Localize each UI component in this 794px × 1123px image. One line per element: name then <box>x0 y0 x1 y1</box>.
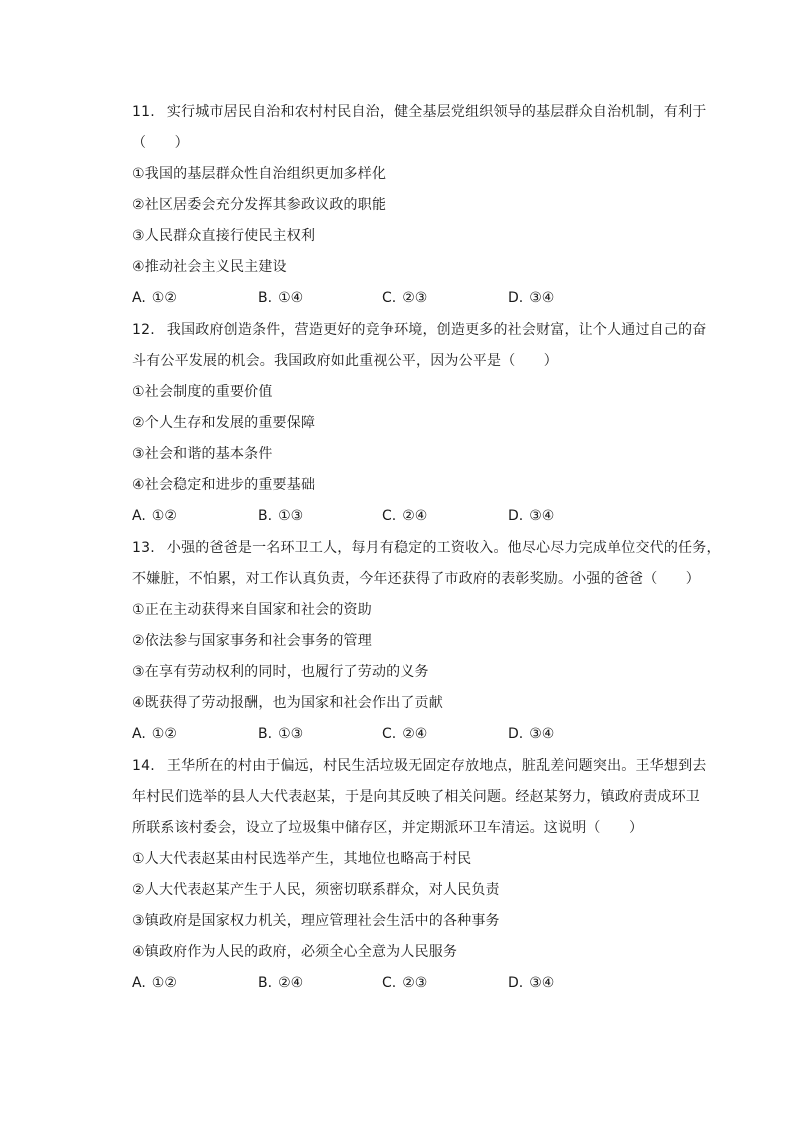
question-stem-text: 实行城市居民自治和农村村民自治，健全基层党组织领导的基层群众自治机制，有利于 <box>166 104 707 120</box>
statement-3: ③镇政府是国家权力机关，理应管理社会生活中的各种事务 <box>132 913 500 929</box>
question-stem-line: （ ） <box>132 135 189 151</box>
question-stem-text: 小强的爸爸是一名环卫工人，每月有稳定的工资收入。他尽心尽力完成单位交代的任务， <box>166 540 721 556</box>
statement-2: ②人大代表赵某产生于人民，须密切联系群众，对人民负责 <box>132 882 500 898</box>
question-stem-text: 我国政府创造条件，营造更好的竞争环境，创造更多的社会财富，让个人通过自己的奋 <box>166 322 707 338</box>
statement-4: ④既获得了劳动报酬，也为国家和社会作出了贡献 <box>132 695 443 711</box>
answer-options <box>132 283 696 314</box>
question-number: 13. <box>132 540 155 556</box>
option-b[interactable]: B. ①③ <box>258 726 304 742</box>
statement-4: ④社会稳定和进步的重要基础 <box>132 477 316 493</box>
question-number: 11. <box>132 104 155 120</box>
option-a[interactable]: A. ①② <box>132 726 177 742</box>
answer-options <box>132 719 696 750</box>
statement-2: ②依法参与国家事务和社会事务的管理 <box>132 633 372 649</box>
statement-2: ②社区居委会充分发挥其参政议政的职能 <box>132 197 387 213</box>
question-stem-line: 年村民们选举的县人大代表赵某，于是向其反映了相关问题。经赵某努力，镇政府责成环卫 <box>132 789 700 805</box>
statement-1: ①我国的基层群众性自治组织更加多样化 <box>132 166 387 182</box>
question-stem-line <box>132 751 707 782</box>
question-11 <box>132 97 707 314</box>
question-stem-line <box>132 97 707 128</box>
question-stem-line: 斗有公平发展的机会。我国政府如此重视公平，因为公平是（ ） <box>132 353 558 369</box>
option-c[interactable]: C. ②④ <box>382 508 428 524</box>
option-b[interactable]: B. ①③ <box>258 508 304 524</box>
option-d[interactable]: D. ③④ <box>508 726 555 742</box>
statement-4: ④推动社会主义民主建设 <box>132 259 287 275</box>
question-stem-line: 所联系该村委会，设立了垃圾集中储存区，并定期派环卫车清运。这说明（ ） <box>132 820 644 836</box>
statement-1: ①人大代表赵某由村民选举产生，其地位也略高于村民 <box>132 851 472 867</box>
question-12 <box>132 315 707 532</box>
question-stem-line <box>132 533 721 564</box>
statement-3: ③在享有劳动权利的同时，也履行了劳动的义务 <box>132 664 429 680</box>
option-d[interactable]: D. ③④ <box>508 975 555 991</box>
option-c[interactable]: C. ②④ <box>382 726 428 742</box>
question-14 <box>132 751 707 999</box>
option-c[interactable]: C. ②③ <box>382 290 428 306</box>
answer-options <box>132 501 696 532</box>
option-d[interactable]: D. ③④ <box>508 290 555 306</box>
option-b[interactable]: B. ②④ <box>258 975 304 991</box>
statement-3: ③社会和谐的基本条件 <box>132 446 273 462</box>
option-a[interactable]: A. ①② <box>132 975 177 991</box>
option-b[interactable]: B. ①④ <box>258 290 304 306</box>
question-13 <box>132 533 721 750</box>
option-a[interactable]: A. ①② <box>132 290 177 306</box>
question-stem-line: 不嫌脏，不怕累，对工作认真负责，今年还获得了市政府的表彰奖励。小强的爸爸（ ） <box>132 571 700 587</box>
option-c[interactable]: C. ②③ <box>382 975 428 991</box>
question-number: 14. <box>132 758 155 774</box>
statement-4: ④镇政府作为人民的政府，必须全心全意为人民服务 <box>132 944 458 960</box>
question-stem-text: 王华所在的村由于偏远，村民生活垃圾无固定存放地点，脏乱差问题突出。王华想到去 <box>166 758 707 774</box>
statement-2: ②个人生存和发展的重要保障 <box>132 415 316 431</box>
statement-1: ①社会制度的重要价值 <box>132 384 273 400</box>
question-number: 12. <box>132 322 155 338</box>
statement-3: ③人民群众直接行使民主权利 <box>132 228 316 244</box>
statement-1: ①正在主动获得来自国家和社会的资助 <box>132 602 372 618</box>
option-a[interactable]: A. ①② <box>132 508 177 524</box>
option-d[interactable]: D. ③④ <box>508 508 555 524</box>
question-stem-line <box>132 315 707 346</box>
answer-options <box>132 968 696 999</box>
